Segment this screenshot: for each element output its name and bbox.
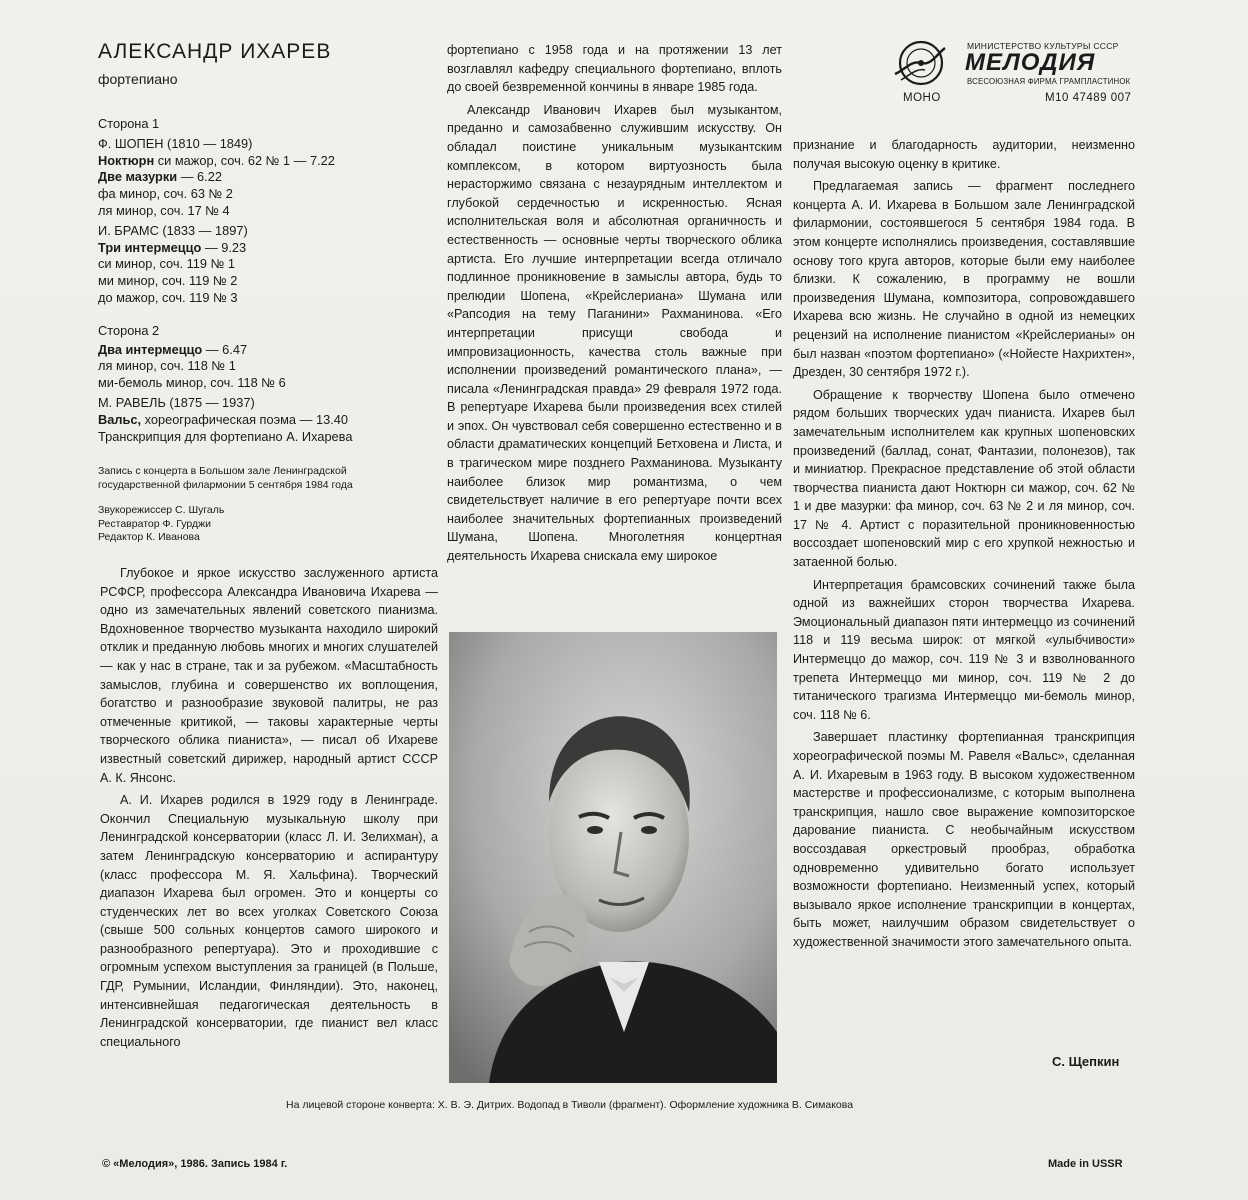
movement: до мажор, соч. 119 № 3: [98, 289, 238, 305]
movement: фа минор, соч. 63 № 2: [98, 186, 233, 202]
portrait-illustration: [449, 632, 777, 1083]
brand-name: МЕЛОДИЯ: [965, 49, 1096, 76]
firm-text: ВСЕСОЮЗНАЯ ФИРМА ГРАМПЛАСТИНОК: [967, 77, 1131, 86]
work-details: си мажор, соч. 62 № 1 — 7.22: [154, 152, 335, 168]
work-nocturne: [98, 153, 428, 170]
melodiya-logo: [891, 40, 1131, 86]
article-column-3: [793, 136, 1135, 952]
work-valse: [98, 412, 428, 429]
work-details: — 9.23: [201, 239, 247, 255]
movement: си минор, соч. 119 № 1: [98, 256, 235, 272]
article-paragraph: Завершает пластинку фортепианная транскрипция хореографической поэмы М. Равеля «Вальс», сделанная А. И. Ихаревым в 1963 году. В высоком художественном мастерстве и профессионализме, с которым выполнена транскрипция, нашло свое выражение композиторское дарование пианиста. С необычайным искусством воссоздавая оркестровый прообраз, обработка одновременно удивительно богато использует возможности фортепиано. Неизменный успех, который вызывало яркое исполнение транскрипции в концертах, быть может, наилучшим образом свидетельствует о художественной значимости этого замечательного опыта.: [793, 730, 1135, 949]
article-paragraph: Предлагаемая запись — фрагмент последнего концерта А. И. Ихарева в Большом зале Ленинградской филармонии, состоявшегося 5 сентября 1984 года. В этом концерте исполнялись произведения, составлявшие основу того круга авторов, которые были ему наиболее близки. К сожалению, в программу не вошли произведения Шумана, композитора, сопровождавшего Ихарева всю жизнь. Не случайно в одной из немецких рецензий на исполнение пианистом «Крейслерианы» он был назван «поэтом фортепиано» («Нойесте Нахрихтен», Дрезден, 30 сентября 1972 г.).: [793, 179, 1135, 380]
work-title: Ноктюрн: [98, 152, 155, 168]
article-paragraph: Интерпретация брамсовских сочинений также была одной из важнейших сторон творчества Ихарева. Эмоциональный диапазон пяти интермеццо из сочинений 118 и 119 весьма широк: от мягкой «улыбчивости» Интермеццо до мажор, соч. 119 № 3 и взволнованного трепета Интермеццо ми минор, соч. 119 № 2 до титанического трагизма Интермеццо ми-бемоль минор, соч. 118 № 6.: [793, 577, 1135, 722]
composer-ravel: М. РАВЕЛЬ (1875 — 1937): [98, 394, 255, 410]
pianist-portrait-photo: [449, 632, 777, 1083]
catalog-number: М10 47489 007: [1045, 92, 1132, 104]
ministry-text: МИНИСТЕРСТВО КУЛЬТУРЫ СССР: [967, 41, 1119, 51]
editor: Редактор К. Иванова: [98, 531, 200, 543]
movement: ля минор, соч. 17 № 4: [98, 202, 230, 218]
work-mazurkas: [98, 169, 428, 186]
side-1-heading: Сторона 1: [98, 116, 160, 131]
restorer: Реставратор Ф. Гурджи: [98, 517, 212, 530]
movement: ми минор, соч. 119 № 2: [98, 273, 238, 289]
work-details: — 6.22: [177, 169, 222, 185]
tracklist: [98, 116, 428, 445]
work-details: хореографическая поэма — 13.40: [141, 411, 348, 427]
work-title: Два интермеццо: [98, 341, 203, 357]
article-paragraph: Глубокое и яркое искусство заслуженного артиста РСФСР, профессора Александра Ивановича Ихарева — одно из замечательных явлений советского пианизма. Вдохновенное творчество музыканта находило широкий отклик и преданную любовь многих и многих слушателей — как у нас в стране, так и за рубежом. «Масштабность замыслов, глубина и совершенство их воплощения, богатство и разнообразие звуковой палитры, не раз отмеченные критикой, — таковы характерные черты творческого облика пианиста», — писал об Ихареве известный советский дирижер, народный артист СССР А. К. Янсонс.: [100, 566, 438, 785]
work-title: Две мазурки: [98, 169, 178, 185]
made-in-label: Made in USSR: [1048, 1158, 1123, 1170]
movement: ля минор, соч. 118 № 1: [98, 358, 236, 374]
instrument: фортепиано: [98, 71, 178, 87]
work-intermezzi-2: [98, 342, 428, 359]
melodiya-record-icon: [891, 40, 947, 86]
recording-info-line: Запись с концерта в Большом зале Ленинградской: [98, 465, 347, 477]
transcription-note: Транскрипция для фортепиано А. Ихарева: [98, 428, 353, 444]
article-paragraph: А. И. Ихарев родился в 1929 году в Ленинграде. Окончил Специальную музыкальную школу при Ленинградской консерватории (класс Л. И. Зелихман), а затем Ленинградскую консерваторию и аспирантуру (класс профессора М. Я. Хальфина). Творческий диапазон Ихарева был огромен. Это и концерты со студенческих лет во всех уголках Советского Союза (свыше 500 сольных концертов самого широкого и разнообразного репертуара). Это и проходившие с огромным успехом выступления за границей (в Польше, ГДР, Румынии, Исландии, Финляндии). Это, наконец, интенсивнейшая педагогическая деятельность в Ленинградской консерватории, где пианист вел класс специального: [100, 793, 438, 1049]
author-signature: С. Щепкин: [1052, 1054, 1120, 1069]
composer-brahms: И. БРАМС (1833 — 1897): [98, 222, 248, 238]
work-intermezzi-3: [98, 240, 428, 257]
article-paragraph: фортепиано с 1958 года и на протяжении 13 лет возглавлял кафедру специального фортепиано, вплоть до своей безвременной кончины в январе 1985 года.: [447, 43, 782, 95]
copyright-notice: © «Мелодия», 1986. Запись 1984 г.: [102, 1158, 288, 1170]
movement: ми-бемоль минор, соч. 118 № 6: [98, 375, 286, 391]
recording-credits: [98, 465, 428, 545]
side-2-heading: Сторона 2: [98, 322, 160, 338]
article-paragraph: признание и благодарность аудитории, неизменно получая высокую оценку в критике.: [793, 138, 1135, 171]
recording-info-line: государственной филармонии 5 сентября 1984 года: [98, 478, 353, 491]
article-paragraph: Александр Иванович Ихарев был музыкантом, преданно и самозабвенно служившим искусству. Он обладал поистине уникальным музыкантским комплексом, в котором виртуозность была нерасторжимо связана с незаурядным интеллектом и глубокой сердечностью и искренностью. Ясная исполнительская воля и абсолютная органичность и естественность — основные черты творческого облика артиста. Его лучшие интерпретации всегда отличало подлинное проникновение в замыслы автора, будь то прелюдии Шопена, «Крейслериана» Шумана или «Рапсодия на тему Паганини» Рахманинова. «Его интерпретации присущи свобода и импровизационность, качества столь важные при исполнении произведений романтического плана», — писала «Ленинградская правда» 29 февраля 1972 года. В репертуаре Ихарева были произведения всех стилей и эпох. Он чувствовал себя совершенно естественно и в области драматических концепций Бетховена и Листа, и в трагическом мире позднего Рахманинова. Музыканту наиболее близок мир романтизма, о чем свидетельствует наличие в его репертуаре почти всех наиболее значительных фортепианных произведений Шумана, Шопена. Многолетняя концертная деятельность Ихарева снискала ему широкое: [447, 102, 782, 564]
article-paragraph: Обращение к творчеству Шопена было отмечено рядом больших творческих удач пианиста. Ихарев был замечательным исполнителем как крупных шопеновских произведений (баллад, сонат, Фантазии, полонезов), так и миниатюр. Прекрасное представление об этой области творчества пианиста дают Ноктюрн си мажор, соч. 62 № 1 и две мазурки: фа минор, соч. 63 № 2 и ля минор, соч. 17 № 4. Артист с поразительной проникновенностью воссоздает шопеновский мир с его хрупкой нежностью и затаенной болью.: [793, 387, 1135, 570]
sound-engineer: Звукорежиссер С. Шугаль: [98, 504, 225, 516]
audio-format: МОНО: [903, 92, 941, 104]
cover-art-note: На лицевой стороне конверта: Х. В. Э. Дитрих. Водопад в Тиволи (фрагмент). Оформление художника В. Симакова: [286, 1099, 854, 1111]
artist-name: АЛЕКСАНДР ИХАРЕВ: [98, 40, 332, 63]
work-details: — 6.47: [202, 341, 248, 357]
work-title: Три интермеццо: [98, 239, 202, 255]
composer-chopin: Ф. ШОПЕН (1810 — 1849): [98, 135, 253, 151]
work-title: Вальс,: [98, 411, 142, 427]
article-column-1: [100, 564, 438, 1051]
article-column-2: [447, 41, 782, 566]
